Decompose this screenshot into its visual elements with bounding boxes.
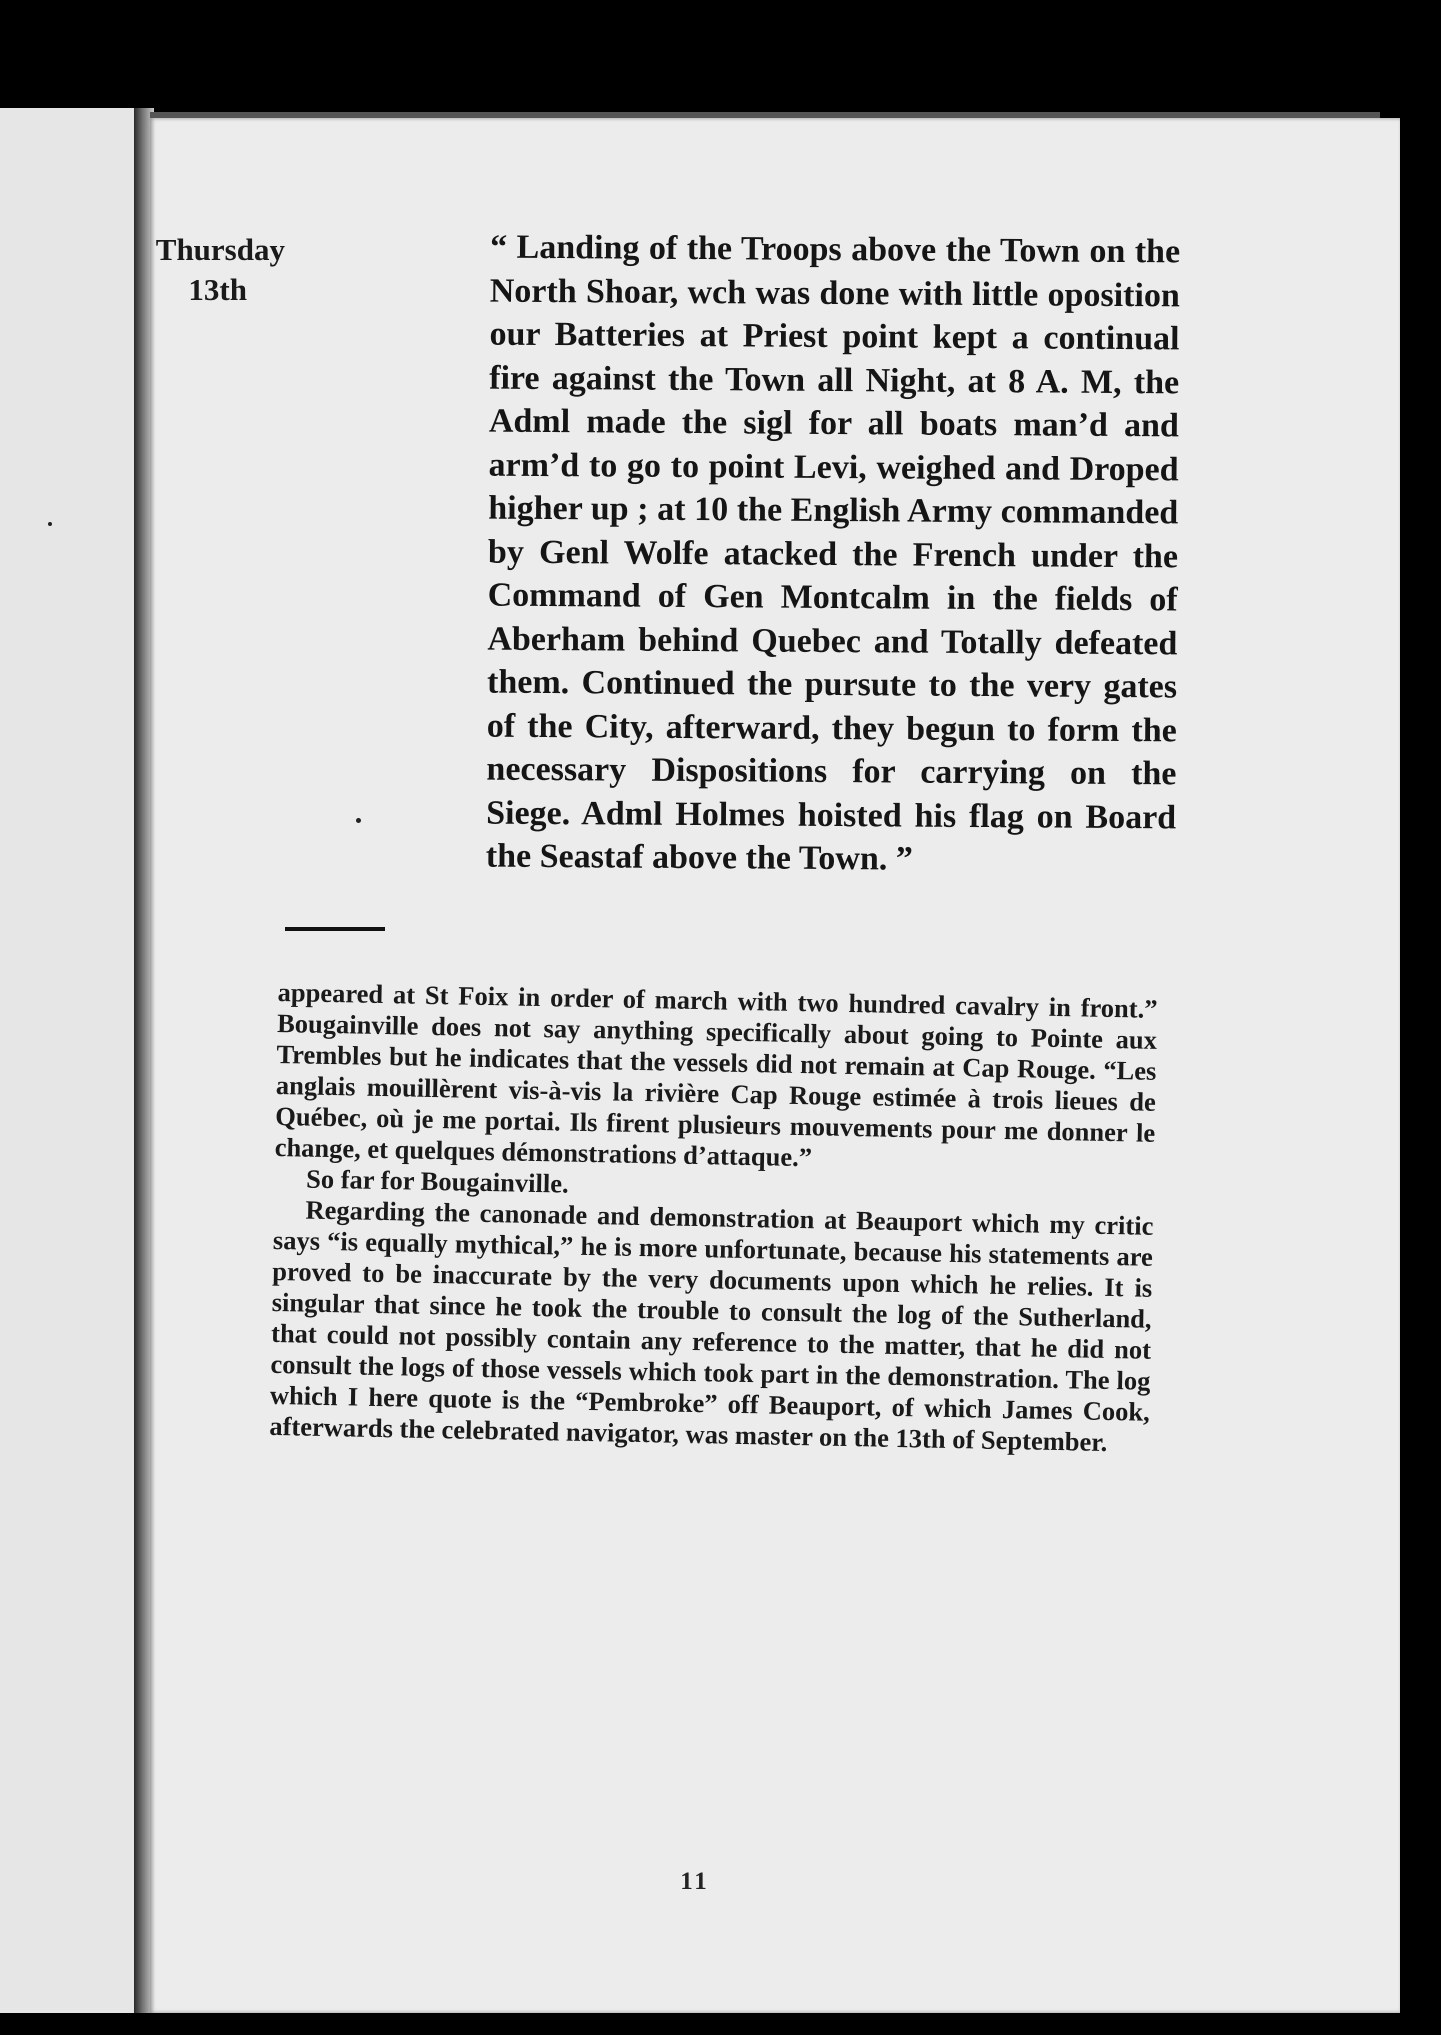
- diary-date-number: 13th: [188, 272, 247, 307]
- paragraph-bougainville-quote: appeared at St Foix in order of march with two hundred cavalry in front.” Bougainville does not say anything specifically about going to Pointe aux Trembles but he indicates that the vessels did not remain at Cap Rouge. “Les anglais mouillèrent vis-à-vis la rivière Cap Rouge estimée à trois lieues de Québec, où je me portai. Ils firent plusieurs mouvements pour me donner le change, et quelques démonstrations d’attaque.”: [274, 977, 1158, 1173]
- page-number: 11: [680, 1868, 710, 1895]
- log-entry-quote: [486, 226, 1181, 883]
- diary-day: Thursday: [155, 232, 285, 267]
- log-entry-text: “ Landing of the Troops above the Town on the North Shoar, wch was done with little oposition our Batteries at Priest point kept a continual fire against the Town all Night, at 8 A. M, the Adml made the sigl for all boats man’d and arm’d to go to point Levi, weighed and Droped higher up ; at 10 the English Army commanded by Genl Wolfe atacked the French under the Command of Gen Montcalm in the fields of Aberham behind Quebec and Totally defeated them. Continued the pursute to the very gates of the City, afterward, they begun to form the necessary Dispositions for carrying on the Siege. Adml Holmes hoisted his flag on Board the Seastaf above the Town. ”: [485, 228, 1181, 878]
- ink-speck: [48, 522, 52, 526]
- paragraph-so-far: So far for Bougainville.: [305, 1163, 569, 1199]
- facing-page: [0, 108, 140, 2013]
- section-rule: [285, 927, 385, 931]
- ink-speck: [356, 818, 361, 823]
- body-text: [269, 977, 1158, 1459]
- paragraph-beauport: Regarding the canonade and demonstration at Beauport which my critic says “is equally mythical,” he is more unfortunate, because his statements are proved to be inaccurate by the very documents upon which he relies. It is singular that since he took the trouble to consult the log of the Sutherland, that could not possibly contain any reference to the matter, that he did not consult the logs of those vessels which took part in the demonstration. The log which I here quote is the “Pembroke” off Beauport, of which James Cook, afterwards the celebrated navigator, was master on the 13th of September.: [269, 1194, 1154, 1458]
- diary-date: [150, 230, 285, 310]
